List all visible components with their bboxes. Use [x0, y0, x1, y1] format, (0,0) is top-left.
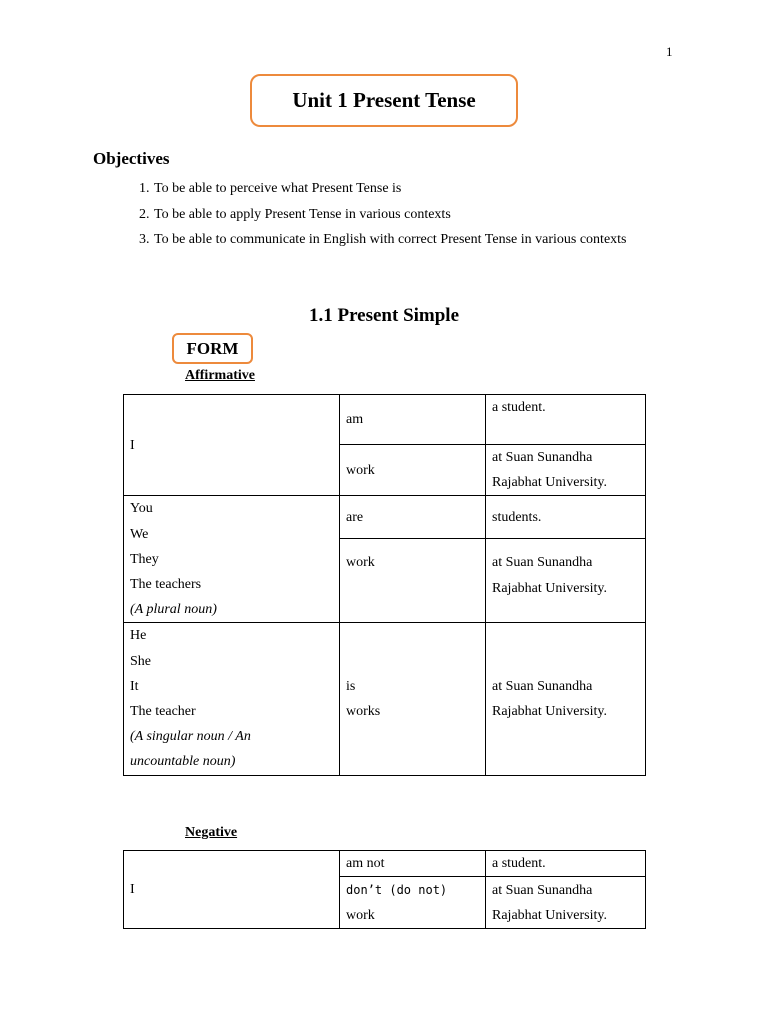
objectives-list: [139, 176, 659, 253]
objective-item: [139, 176, 659, 202]
subject-line: The teacher: [130, 704, 196, 720]
complement-line: Rajabhat University.: [492, 907, 607, 923]
table-row: [124, 395, 646, 445]
subject-cell: [124, 623, 340, 775]
verb-cell: am: [340, 395, 486, 445]
subject-line: She: [130, 653, 151, 669]
objective-item: [139, 227, 659, 253]
affirmative-table: [123, 394, 646, 776]
subject-line: We: [130, 526, 149, 542]
verb-cell: am not: [340, 851, 486, 877]
complement-cell: [486, 445, 646, 496]
form-label: FORM: [172, 333, 253, 364]
complement-line: Rajabhat University.: [492, 704, 607, 720]
objective-number: 2.: [139, 206, 150, 222]
complement-line: Rajabhat University.: [492, 580, 607, 596]
table-row: [124, 496, 646, 539]
subject-line: He: [130, 628, 147, 644]
verb-line: work: [346, 907, 375, 923]
section-title: 1.1 Present Simple: [308, 305, 460, 326]
subject-line: You: [130, 501, 153, 517]
complement-cell: a student.: [486, 395, 646, 445]
verb-line: is: [346, 678, 356, 694]
complement-cell: [486, 623, 646, 775]
subject-cell: I: [124, 851, 340, 929]
complement-line: at Suan Sunandha: [492, 882, 593, 898]
negative-heading: Negative: [185, 825, 238, 840]
subject-note: (A plural noun): [130, 602, 217, 618]
subject-cell: [124, 496, 340, 623]
complement-cell: [486, 877, 646, 929]
objective-text: To be able to perceive what Present Tense is: [154, 181, 402, 196]
objective-text: To be able to apply Present Tense in various contexts: [154, 206, 451, 222]
subject-line: They: [130, 551, 159, 567]
verb-line: work: [346, 555, 375, 571]
complement-line: at Suan Sunandha: [492, 555, 593, 571]
negative-table: [123, 850, 646, 929]
objective-number: 1.: [139, 181, 150, 196]
subject-line: The teachers: [130, 577, 202, 593]
complement-line: at Suan Sunandha: [492, 678, 593, 694]
verb-cell: work: [340, 445, 486, 496]
subject-line: It: [130, 678, 139, 694]
objective-item: [139, 202, 659, 228]
verb-cell: [340, 623, 486, 775]
subject-note: (A singular noun / An: [130, 729, 251, 745]
verb-line: don’t (do not): [346, 882, 448, 897]
objective-text: To be able to communicate in English with correct Present Tense in various contexts: [154, 232, 627, 247]
objectives-heading: Objectives: [93, 149, 170, 168]
complement-line: Rajabhat University.: [492, 475, 607, 491]
complement-cell: [486, 539, 646, 623]
page-number: 1: [666, 44, 673, 59]
unit-title: Unit 1 Present Tense: [250, 74, 518, 127]
verb-cell: [340, 539, 486, 623]
affirmative-heading: Affirmative: [185, 368, 255, 383]
objective-number: 3.: [139, 232, 150, 247]
complement-cell: students.: [486, 496, 646, 539]
table-row: [124, 623, 646, 775]
subject-note: uncountable noun): [130, 754, 236, 770]
table-row: [124, 851, 646, 877]
verb-line: works: [346, 704, 381, 720]
verb-cell: [340, 877, 486, 929]
complement-cell: a student.: [486, 851, 646, 877]
verb-cell: are: [340, 496, 486, 539]
subject-cell: I: [124, 395, 340, 496]
complement-line: at Suan Sunandha: [492, 450, 593, 465]
